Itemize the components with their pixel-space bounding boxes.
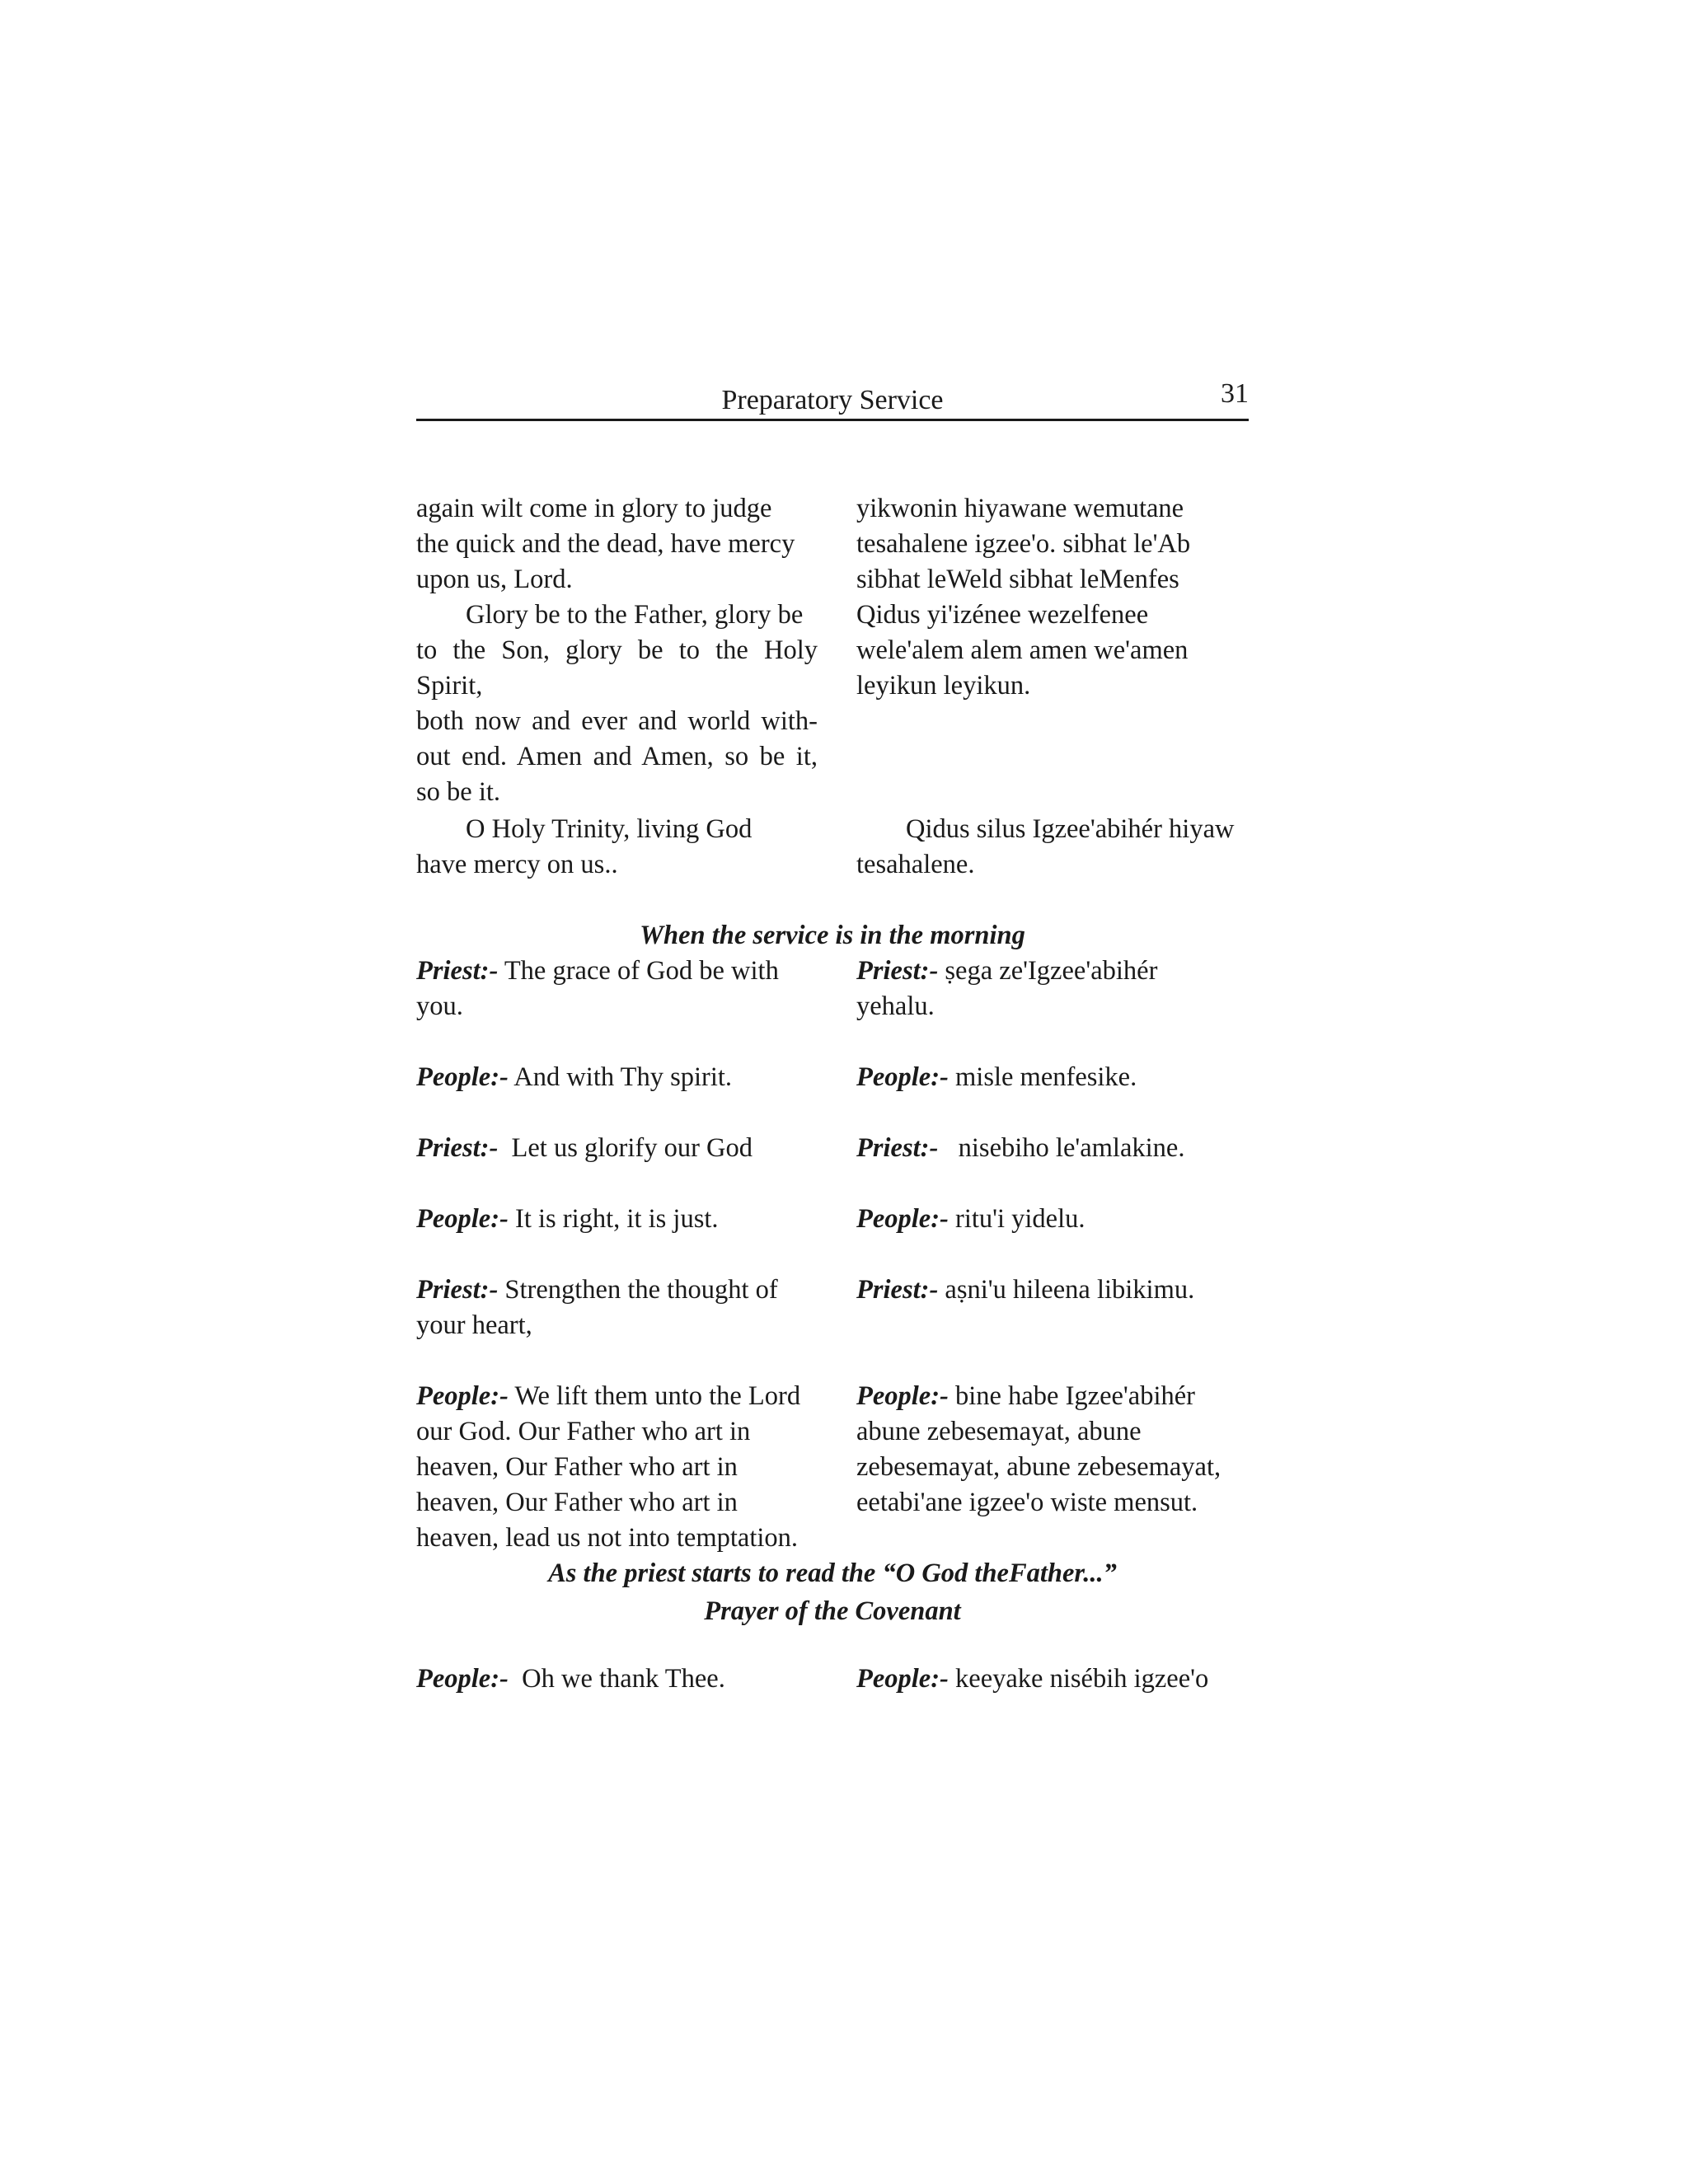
geez-line: leyikun leyikun. [856,671,1031,701]
dialogue-text: ritu'i yidelu. [948,1204,1085,1234]
dialogue-text: Let us glorify our God [498,1133,753,1163]
dialogue-geez-2 [856,1060,1250,1095]
dialogue-geez-3 [856,1131,1250,1166]
page-number: 31 [1221,378,1249,409]
dialogue-text: aṣni'u hileena libikimu. [938,1275,1195,1305]
geez-line: wele'alem alem amen we'amen [856,635,1189,665]
speaker-label: People:- [416,1204,509,1234]
dialogue-text: our God. Our Father who art in [416,1417,751,1446]
english-line: have mercy on us.. [416,850,618,879]
running-header-title: Preparatory Service [721,385,944,415]
english-line: upon us, Lord. [416,565,573,594]
speaker-label: Priest:- [856,956,939,986]
dialogue-text: Oh we thank Thee. [508,1664,725,1694]
speaker-label: Priest:- [416,956,499,986]
dialogue-geez-5 [856,1272,1250,1308]
geez-line: tesahalene. [856,850,975,879]
english-line: the quick and the dead, have mercy [416,529,795,559]
speaker-label: Priest:- [856,1275,939,1305]
english-block-1 [416,491,818,810]
english-line: out end. Amen and Amen, so be it, [416,742,818,771]
speaker-label: People:- [416,1664,509,1694]
dialogue-text: your heart, [416,1310,532,1340]
speaker-label: Priest:- [416,1275,499,1305]
dialogue-text: keeyake nisébih igzee'o [948,1664,1209,1694]
dialogue-text: ṣega ze'Igzee'abihér [938,956,1158,986]
dialogue-geez-1 [856,954,1250,1024]
dialogue-geez-6 [856,1379,1250,1521]
dialogue-english-7 [416,1661,818,1697]
speaker-label: People:- [416,1381,509,1411]
speaker-label: People:- [856,1204,949,1234]
dialogue-text: misle menfesike. [948,1062,1137,1092]
section-heading-prayer [416,1554,1249,1630]
dialogue-english-5 [416,1272,818,1343]
dialogue-text: We lift them unto the Lord [508,1381,801,1411]
speaker-label: People:- [856,1381,949,1411]
dialogue-text: yehalu. [856,991,935,1021]
dialogue-text: The grace of God be with [498,956,779,986]
dialogue-text: heaven, Our Father who art in [416,1452,738,1482]
heading-line: As the priest starts to read the “O God theFather...” [548,1558,1117,1588]
dialogue-text: heaven, lead us not into temptation. [416,1523,799,1553]
speaker-label: Priest:- [856,1133,939,1163]
dialogue-text: And with Thy spirit. [508,1062,733,1092]
dialogue-english-6 [416,1379,818,1556]
english-line: Glory be to the Father, glory be [466,600,804,630]
geez-line: yikwonin hiyawane wemutane [856,494,1184,523]
speaker-label: People:- [416,1062,509,1092]
dialogue-text: bine habe Igzee'abihér [948,1381,1195,1411]
dialogue-text: nisebiho le'amlakine. [938,1133,1185,1163]
dialogue-text: Strengthen the thought of [498,1275,778,1305]
english-line: O Holy Trinity, living God [466,814,753,844]
section-heading-morning: When the service is in the morning [640,921,1025,950]
english-block-2 [416,812,818,883]
header-rule [416,419,1249,421]
english-line: to the Son, glory be to the Holy Spirit, [416,635,818,701]
geez-line: sibhat leWeld sibhat leMenfes [856,565,1179,594]
heading-line: Prayer of the Covenant [704,1596,961,1626]
dialogue-english-2 [416,1060,818,1095]
dialogue-text: you. [416,991,463,1021]
english-line: again wilt come in glory to judge [416,494,772,523]
geez-line: tesahalene igzee'o. sibhat le'Ab [856,529,1191,559]
dialogue-text: It is right, it is just. [508,1204,719,1234]
speaker-label: People:- [856,1664,949,1694]
dialogue-english-4 [416,1202,818,1237]
speaker-label: Priest:- [416,1133,499,1163]
dialogue-text: zebesemayat, abune zebesemayat, [856,1452,1221,1482]
geez-line: Qidus silus Igzee'abihér hiyaw [906,814,1235,844]
geez-line: Qidus yi'izénee wezelfenee [856,600,1149,630]
dialogue-text: heaven, Our Father who art in [416,1488,738,1517]
dialogue-geez-4 [856,1202,1250,1237]
dialogue-geez-7 [856,1661,1250,1697]
geez-block-1 [856,491,1250,704]
dialogue-english-3 [416,1131,818,1166]
dialogue-text: abune zebesemayat, abune [856,1417,1142,1446]
dialogue-english-1 [416,954,818,1024]
geez-block-2 [856,812,1250,883]
dialogue-text: eetabi'ane igzee'o wiste mensut. [856,1488,1198,1517]
speaker-label: People:- [856,1062,949,1092]
english-line: so be it. [416,777,501,807]
english-line: both now and ever and world with- [416,706,818,736]
